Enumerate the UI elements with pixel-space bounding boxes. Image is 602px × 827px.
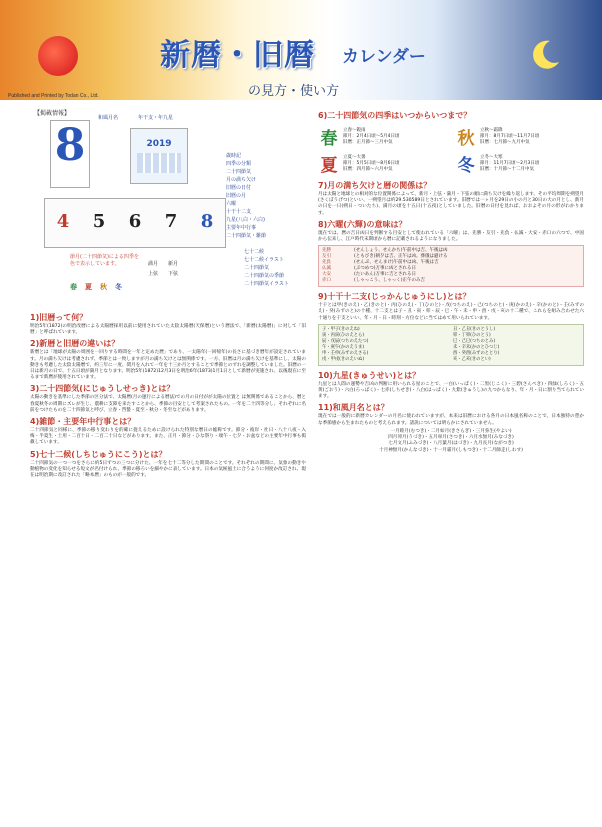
wafu-list	[318, 429, 584, 454]
section-body: 現在では、暦の吉日凶日を判断する目安として使われている「六曜」は、先勝・友引・先負・仏滅・大安・赤口の六つで、中国から伝来し、江戸時代末期頃から暦に記載されるようになりました。	[318, 230, 584, 243]
junishi-item: 寅・丙寅(ひのえとら)	[322, 332, 365, 338]
junishi-item: 申・壬申(みずのえさる)	[322, 350, 369, 356]
rokuyo-name: 友引	[322, 254, 331, 260]
sun-icon	[38, 36, 78, 76]
section-8	[318, 219, 584, 287]
junishi-item: 戌・甲戌(きのえいぬ)	[322, 356, 365, 362]
section-body: 明治5年(1872)の明治改暦による太陽暦採用以前に使用されていた太陰太陽暦(天保暦)という暦法で、「新暦(太陽暦)」に対して「旧暦」と呼ばれています。	[30, 324, 306, 336]
junishi-box	[318, 324, 584, 366]
season-kanji: 夏	[320, 156, 338, 176]
season-line: 立秋〜霜降	[480, 127, 503, 133]
rokuyo-desc: (しゃっこう、しゃっく)正午のみ吉	[354, 278, 426, 284]
callout-8: 六曜	[226, 201, 237, 207]
callout-3: 四季の分類	[226, 161, 252, 167]
rokuyo-desc: (せんぷ、せんまけ)午前中は凶、午後は吉	[354, 260, 439, 266]
callout-13: 七十二候	[244, 249, 265, 255]
wafu-line: 十月神無月(かんなづき)・十一月霜月(しもつき)・十二月師走(しわす)	[379, 447, 523, 453]
junishi-item: 巳・己巳(つちのとみ)	[453, 338, 496, 344]
season-row	[318, 124, 447, 149]
section-7	[318, 180, 584, 217]
section-title: 5)七十二候(しちじゅうにこう)とは？	[30, 449, 167, 459]
section-4	[30, 416, 306, 447]
section-1	[30, 312, 306, 336]
section-title: 2)新暦と旧暦の違いは？	[30, 339, 120, 349]
crescent-moon-icon	[528, 38, 562, 72]
junishi-item: 亥・乙亥(きのとい)	[453, 356, 491, 362]
season-line: 節月：2月4日頃〜5月4日頃	[343, 133, 400, 139]
right-column	[318, 108, 584, 454]
section-body: 新暦とは「地球が太陽の周囲を一回りする時間を一年と定めた暦」であり、一太陽年(一回帰年)の長さに基づき暦年が設定されています。月の満ち欠けは考慮されず、季節とは一致しますが月の満ち欠けとは無関係です。一方、旧暦は月の満ち欠けを基準にし、太陽の動きも考慮した太陰太陽暦で、約三年に一度、閏月を入れて一年を十三か月とすることで季節とのずれを調整していました。旧暦の一日は新月の日で、十五日頃が満月となります。明治5年(1872)12月3日を明治6年(1873)1月1日として新暦が実施され、以後現在に至るまで新暦が使用されています。	[30, 350, 306, 381]
calendar-diagram	[30, 108, 306, 308]
rokuyo-box	[318, 245, 584, 287]
section-title: 7)月の満ち欠けと暦の関係は？	[318, 181, 432, 190]
rokuyo-name: 大安	[322, 272, 331, 278]
mini-day-1: 5	[92, 211, 106, 232]
section-title: 1)旧暦って何？	[30, 313, 88, 322]
rokuyo-desc: (ともびき)朝夕は吉、正午は凶。葬儀は避ける	[354, 254, 448, 260]
section-11	[318, 402, 584, 454]
callout-6: 旧暦の日付	[226, 185, 252, 191]
season-line: 立夏〜大暑	[343, 154, 366, 160]
thumbnail-grid	[137, 153, 181, 173]
wafu-line: 一月睦月(むつき)・二月如月(きさらぎ)・三月弥生(やよい)	[390, 428, 512, 434]
season-row	[318, 151, 447, 176]
season-row	[455, 124, 584, 149]
legend-first-quarter: 上弦	[148, 271, 159, 277]
junishi-item: 未・辛未(かのとひつじ)	[453, 344, 500, 350]
section-title: 10)九星(きゅうせい)とは？	[318, 370, 421, 380]
legend-new-moon: 新月	[168, 261, 179, 267]
section-title: 6)二十四節気の四季はいつからいつまで？	[318, 111, 472, 120]
section-10	[318, 370, 584, 401]
section-body: 月は太陽と地球との相対的な位置関係によって、新月・上弦・満月・下弦の順に満ち欠けを繰り返します。その平均周期を朔望月(さくぼうげつ)といい、一朔望月は約29.530589日とされています。旧暦では一ヶ月を29日の小の月と30日の大の月とし、新月の日を一日(朔日・ついたち)、満月の頃を十五日(十五夜)としていました。旧暦の日付を見れば、おおよその月の形がわかります。	[318, 192, 584, 216]
mini-calendar	[44, 198, 226, 248]
season-kanji: 秋	[457, 129, 475, 149]
diagram-label: 【掲載情報】	[34, 110, 71, 117]
section-body: 二十四節気の一つ一つをさらに約5日ずつの三つに分けた、一年を七十二等分した期間のことです。それぞれの期間に、気象の動きや動植物の変化を知らせる短文が名付けられ、季節の移ろいを細やかに表しています。日本の気候風土に合うように何度か改訂され、現在は明治期に改訂された「略本暦」のものが一般的です。	[30, 460, 306, 479]
callout-9: 十干十二支	[226, 209, 252, 215]
junishi-item: 子・甲子(きのえね)	[322, 326, 360, 332]
page-subtitle: の見方・使い方	[248, 84, 340, 99]
season-line: 旧暦：四月節〜六月中気	[343, 166, 393, 172]
rokuyo-name: 先負	[322, 260, 331, 266]
rokuyo-name: 赤口	[322, 278, 331, 284]
season-text	[343, 155, 399, 173]
seasons-bar	[70, 282, 122, 292]
season-line: 立冬〜大寒	[480, 154, 503, 160]
thumbnail-year: 2019	[146, 139, 172, 149]
callout-15: 二十四節気	[244, 265, 270, 271]
rokuyo-name: 仏滅	[322, 266, 331, 272]
callout-4: 二十四節気	[226, 169, 252, 175]
section-body: 九星とは人間の運勢や吉凶の判断に用いられる星のことで、一白(いっぱく)・二黒(じこく)・三碧(さんぺき)・四緑(しろく)・五黄(ごおう)・六白(ろっぱく)・七赤(しちせき)・八白(はっぱく)・九紫(きゅうし)の九つからなり、年・月・日に割り当てられています。	[318, 381, 584, 400]
section-title: 8)六曜(六輝)の意味は？	[318, 219, 407, 229]
season-line: 旧暦：正月節〜三月中気	[343, 139, 393, 145]
left-column	[30, 108, 306, 481]
season-kanji: 春	[320, 129, 338, 149]
rokuyo-desc: (たいあん)万事に吉とされる日	[354, 272, 417, 278]
section-3	[30, 383, 306, 414]
rokuyo-desc: (せんしょう、せんかち)午前中は吉、午後は凶	[354, 248, 448, 254]
junishi-item: 午・庚午(かのえうま)	[322, 344, 365, 350]
calendar-thumbnail	[130, 128, 188, 184]
wafu-line: 四月卯月(うづき)・五月皐月(さつき)・六月水無月(みなづき)	[388, 435, 514, 441]
callout-17: 二十四節気イラスト	[244, 281, 289, 287]
callout-12: 二十四節気・雑節	[226, 233, 267, 239]
season-winter: 冬	[115, 283, 122, 291]
section-body: 太陽の動きを基準にした季節の区分法で、太陽暦(月の運行による暦法)での月の日付がが太陽の位置と は無関係であることから、暦と春夏秋冬の周期にズレが生じ、農耕に支障を来たすことから、季節の目安として考案されたもの。一年を二十四等分し、それぞれに名前をつけたものを二十四節気と呼び、立春・啓蟄・夏至・秋分・冬至などがあります。	[30, 395, 306, 413]
month-card	[50, 120, 90, 188]
season-text	[343, 128, 399, 146]
mini-day-4: 8	[200, 211, 214, 232]
section-2	[30, 338, 306, 381]
seasons-table	[318, 124, 584, 176]
callout-5: 月の満ち欠け	[226, 177, 257, 183]
legend-last-quarter: 下弦	[168, 271, 179, 277]
season-autumn: 秋	[100, 283, 107, 291]
season-kanji: 冬	[457, 156, 475, 176]
junishi-item: 卯・丁卯(ひのとう)	[453, 332, 491, 338]
section-title: 3)二十四節気(にじゅうしせっき)とは？	[30, 384, 175, 394]
junishi-item: 丑・乙丑(きのとうし)	[453, 326, 496, 332]
section-5	[30, 449, 306, 480]
season-line: 節月：8月7日頃〜11月7日頃	[480, 133, 540, 139]
section-6	[318, 110, 584, 176]
mini-day-0: 4	[56, 211, 70, 232]
callout-1: 年干支・年九星	[138, 115, 174, 121]
month-big: 8	[54, 120, 86, 171]
season-spring: 春	[70, 283, 77, 291]
diagram-note: 節月(二十四節気)による四季を色で表示しています。	[70, 254, 139, 267]
callout-11: 主要年中行事	[226, 225, 257, 231]
section-title: 4)雑節・主要年中行事とは？	[30, 417, 136, 427]
season-summer: 夏	[85, 283, 92, 291]
season-line: 旧暦：七月節〜九月中気	[480, 139, 530, 145]
callout-2: 歳時記	[226, 153, 242, 159]
section-title: 11)和風月名とは？	[318, 403, 389, 413]
season-line: 立春〜穀雨	[343, 127, 366, 133]
rokuyo-name: 先勝	[322, 248, 331, 254]
rokuyo-desc: (ぶつめつ)万事に凶とされる日	[354, 266, 417, 272]
junishi-item: 酉・癸酉(みずのととり)	[453, 350, 500, 356]
season-line: 旧暦：十月節〜十二月中気	[480, 166, 534, 172]
callout-16: 二十四節気の季節	[244, 273, 285, 279]
publisher: Published and Printed by Todan Co., Ltd.	[8, 93, 99, 99]
junishi-item: 辰・戊辰(つちのえたつ)	[322, 338, 369, 344]
season-text	[480, 155, 539, 173]
section-body: 現在では一般的に新暦カレンダーの月名に使われていますが、本来は旧暦における各月の日本風名称のことで、日本独特の豊かな季節感から生まれたものと考えられます。諸説については明らかにされていません。	[318, 414, 584, 426]
callout-7: 旧暦の月	[226, 193, 247, 199]
mini-day-3: 7	[164, 211, 178, 232]
moon-legend	[148, 260, 178, 277]
wafu-line: 七月文月(ふみづき)・八月葉月(はづき)・九月長月(ながつき)	[388, 441, 514, 447]
season-line: 節月：11月7日頃〜2月3日頃	[480, 160, 540, 166]
mini-day-2: 6	[128, 211, 142, 232]
rokuyo-row	[322, 278, 580, 284]
callout-0: 和風月名	[98, 115, 119, 121]
season-line: 節月：5月5日頃〜8月6日頃	[343, 160, 400, 166]
section-9	[318, 291, 584, 366]
section-title: 9)十干十二支(じっかんじゅうにし)とは？	[318, 292, 471, 302]
callout-10: 九星(八白・六白)	[226, 217, 265, 223]
season-row	[455, 151, 584, 176]
section-body: 二十四節気と同様に、季節の移り変わりを的確に捉えるために設けられた特別な暦日の総称です。節分・彼岸・社日・八十八夜・入梅・半夏生・土用・二百十日・二百二十日などがあります。また、正月・節分・ひな祭り・端午・七夕・お盆などの主要年中行事も掲載しています。	[30, 428, 306, 446]
legend-full-moon: 満月	[148, 261, 159, 267]
page-title-sub: カレンダー	[342, 47, 426, 67]
season-text	[480, 128, 539, 146]
page-title: 新暦・旧暦	[160, 38, 315, 73]
callout-14: 七十二候イラスト	[244, 257, 284, 263]
section-body: 十干とは甲(きのえ)・乙(きのと)・丙(ひのえ)・丁(ひのと)・戊(つちのえ)・己(つちのと)・庚(かのえ)・辛(かのと)・壬(みずのえ)・癸(みずのと)の十種、十二支とは子・丑・寅・卯・辰・巳・午・未・申・酉・戌・亥の十二種で、これらを組み合わせた六十通りを干支といい、年・月・日・時刻・方位などに当てはめて用いられています。	[318, 303, 584, 321]
